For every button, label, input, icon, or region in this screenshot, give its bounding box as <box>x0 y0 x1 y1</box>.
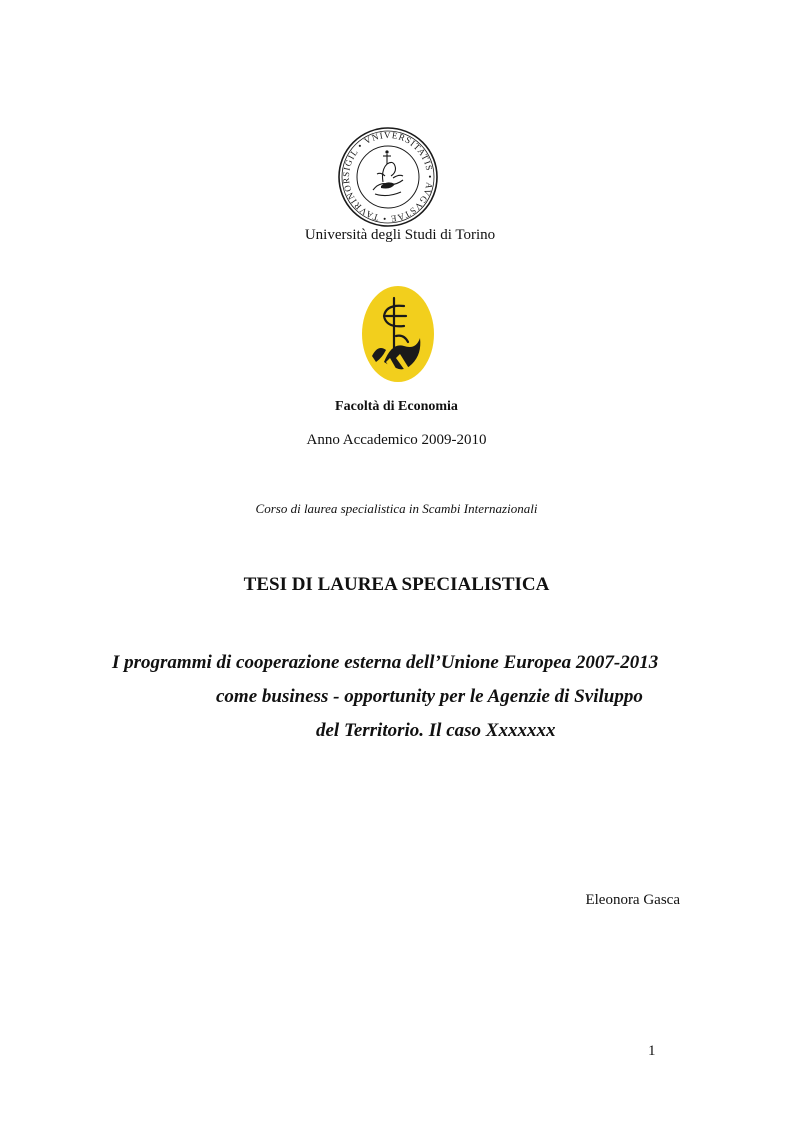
degree-course: Corso di laurea specialistica in Scambi Internazionali <box>255 501 538 516</box>
academic-year: Anno Accademico 2009-2010 <box>306 432 487 448</box>
page-number: 1 <box>648 1043 656 1059</box>
thesis-title-line: come business - opportunity per le Agenzie di Sviluppo <box>216 686 643 707</box>
university-seal-icon <box>337 126 439 228</box>
thesis-title-line: I programmi di cooperazione esterna dell’Unione Europea 2007-2013 <box>112 652 659 673</box>
university-name: Università degli Studi di Torino <box>304 227 496 243</box>
thesis-title-line: del Territorio. Il caso Xxxxxxx <box>316 720 556 741</box>
thesis-type-heading: TESI DI LAUREA SPECIALISTICA <box>243 574 550 595</box>
author-name: Eleonora Gasca <box>585 892 680 908</box>
seal-text: SIGIL • VNIVERSITATIS • AVGVSTAE • TAVRINOR <box>340 129 436 225</box>
faculty-logo-icon <box>360 284 436 384</box>
faculty-name: Facoltà di Economia <box>335 399 458 414</box>
